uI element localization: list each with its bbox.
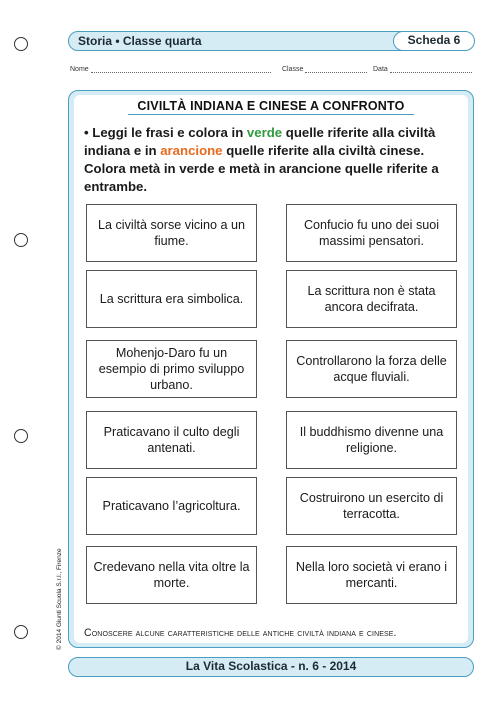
binder-hole-icon	[14, 625, 28, 639]
statement-box[interactable]	[86, 477, 257, 535]
worksheet-title: CIVILTÀ INDIANA E CINESE A CONFRONTO	[137, 99, 405, 113]
copyright-notice: © 2014 Giunti Scuola S.r.l., Firenze	[56, 548, 63, 650]
binder-hole-icon	[14, 233, 28, 247]
footer-publication: La Vita Scolastica - n. 6 - 2014	[68, 657, 474, 677]
binder-hole-icon	[14, 429, 28, 443]
class-field[interactable]	[282, 66, 367, 73]
class-line[interactable]	[305, 67, 367, 73]
statement-text: Praticavano il culto degli antenati.	[103, 425, 240, 455]
statement-text: Nella loro società vi erano i mercanti.	[295, 560, 448, 590]
statement-text: Controllarono la forza delle acque fluviali.	[296, 354, 447, 384]
name-line[interactable]	[91, 67, 271, 73]
name-field[interactable]	[70, 66, 271, 73]
statement-box[interactable]	[286, 340, 457, 398]
statement-box[interactable]	[286, 270, 457, 328]
statement-text: Confucio fu uno dei suoi massimi pensatori.	[303, 218, 440, 248]
subject-label: Storia • Classe quarta	[78, 34, 202, 48]
instructions-part-1: • Leggi le frasi e colora in	[84, 125, 247, 140]
green-color-word: verde	[246, 125, 283, 140]
statement-text: La civiltà sorse vicino a un fiume.	[98, 218, 245, 248]
statement-box[interactable]	[86, 411, 257, 469]
statement-text: La scrittura era simbolica.	[99, 292, 244, 306]
class-label: Classe	[282, 66, 304, 73]
binder-hole-icon	[14, 37, 28, 51]
statement-text: La scrittura non è stata ancora decifrata.	[307, 284, 436, 314]
statement-text: Credevano nella vita oltre la morte.	[93, 560, 250, 590]
statement-text: Mohenjo-Daro fu un esempio di primo sviluppo urbano.	[98, 346, 245, 392]
instructions-text	[84, 124, 464, 196]
sheet-number-badge: Scheda 6	[393, 31, 475, 51]
orange-color-word: arancione	[160, 143, 223, 158]
statement-text: Praticavano l’agricoltura.	[102, 499, 241, 513]
title-underline	[128, 114, 414, 115]
statement-text: Il buddhismo divenne una religione.	[299, 425, 444, 455]
statement-text: Costruirono un esercito di terracotta.	[299, 491, 444, 521]
statement-box[interactable]	[86, 546, 257, 604]
instructions-part-2: quelle riferite alla civiltà indiana e in	[84, 125, 436, 158]
date-line[interactable]	[390, 67, 472, 73]
statement-box[interactable]	[286, 204, 457, 262]
learning-objective: Conoscere alcune caratteristiche delle antiche civiltà indiana e cinese.	[84, 627, 397, 639]
date-field[interactable]	[373, 66, 472, 73]
statement-box[interactable]	[286, 546, 457, 604]
statement-box[interactable]	[86, 340, 257, 398]
statement-box[interactable]	[286, 477, 457, 535]
statement-box[interactable]	[286, 411, 457, 469]
date-label: Data	[373, 66, 388, 73]
statement-box[interactable]	[86, 204, 257, 262]
statement-box[interactable]	[86, 270, 257, 328]
name-label: Nome	[70, 66, 89, 73]
instructions-part-3: quelle riferite alla civiltà cinese. Colora metà in verde e metà in arancione quelle riferite a entrambe.	[84, 143, 439, 194]
